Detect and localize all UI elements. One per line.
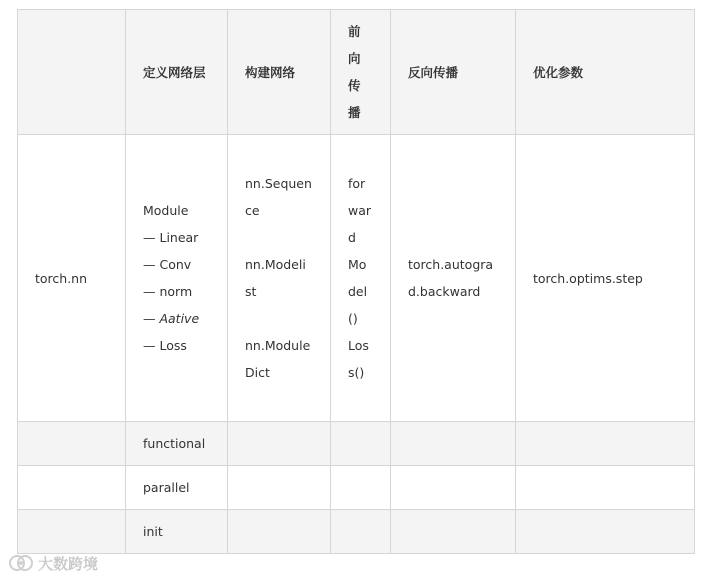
empty-cell [391,422,516,466]
build-item: nn.Module [245,338,311,353]
header-build-network: 构建网络 [228,10,331,135]
row-item-functional: functional [126,422,228,466]
layer-item: — Linear [143,230,199,245]
row-label-empty [18,466,126,510]
forward-item: for [348,176,366,191]
build-item: Dict [245,365,270,380]
empty-cell [331,466,391,510]
forward-item: war [348,203,372,218]
layer-item: — Conv [143,257,192,272]
table-row-init [18,510,695,554]
empty-cell [391,510,516,554]
empty-cell [228,466,331,510]
header-forward-char: 前 [348,24,361,39]
comparison-table [17,9,695,554]
header-forward [331,10,391,135]
layers-cell [126,135,228,422]
layer-item: — Loss [143,338,187,353]
row-label-torch-nn: torch.nn [18,135,126,422]
header-row [18,10,695,135]
optim-cell: torch.optims.step [516,135,695,422]
empty-cell [331,510,391,554]
empty-cell [391,466,516,510]
table-row-torch-nn [18,135,695,422]
row-label-empty [18,422,126,466]
forward-item: Los [348,338,369,353]
forward-item: del [348,284,368,299]
header-forward-char: 向 [348,51,361,66]
backward-cell [391,135,516,422]
header-backward: 反向传播 [391,10,516,135]
table-row-functional [18,422,695,466]
build-item: nn.Sequen [245,176,312,191]
forward-item: d [348,230,356,245]
build-item: st [245,284,257,299]
header-optimize: 优化参数 [516,10,695,135]
watermark [8,553,98,573]
build-cell [228,135,331,422]
header-cell-empty [18,10,126,135]
backward-item: torch.autogra [408,257,494,272]
backward-item: d.backward [408,284,481,299]
header-forward-char: 播 [348,105,361,120]
watermark-text: 大数跨境 [38,554,99,573]
row-item-init: init [126,510,228,554]
row-item-parallel: parallel [126,466,228,510]
build-item: ce [245,203,260,218]
spacer [245,305,313,332]
layer-item: — norm [143,284,193,299]
table-row-parallel [18,466,695,510]
build-item: nn.Modeli [245,257,306,272]
brand-logo-icon [8,554,34,572]
header-define-layers: 定义网络层 [126,10,228,135]
forward-item: Mo [348,257,367,272]
empty-cell [516,510,695,554]
row-label-empty [18,510,126,554]
empty-cell [228,510,331,554]
layer-item: Module [143,203,189,218]
forward-item: s() [348,365,365,380]
forward-cell [331,135,391,422]
empty-cell [516,466,695,510]
empty-cell [331,422,391,466]
empty-cell [516,422,695,466]
spacer [245,224,313,251]
layer-item: — Aative [143,311,200,326]
header-forward-char: 传 [348,78,361,93]
forward-item: () [348,311,358,326]
empty-cell [228,422,331,466]
